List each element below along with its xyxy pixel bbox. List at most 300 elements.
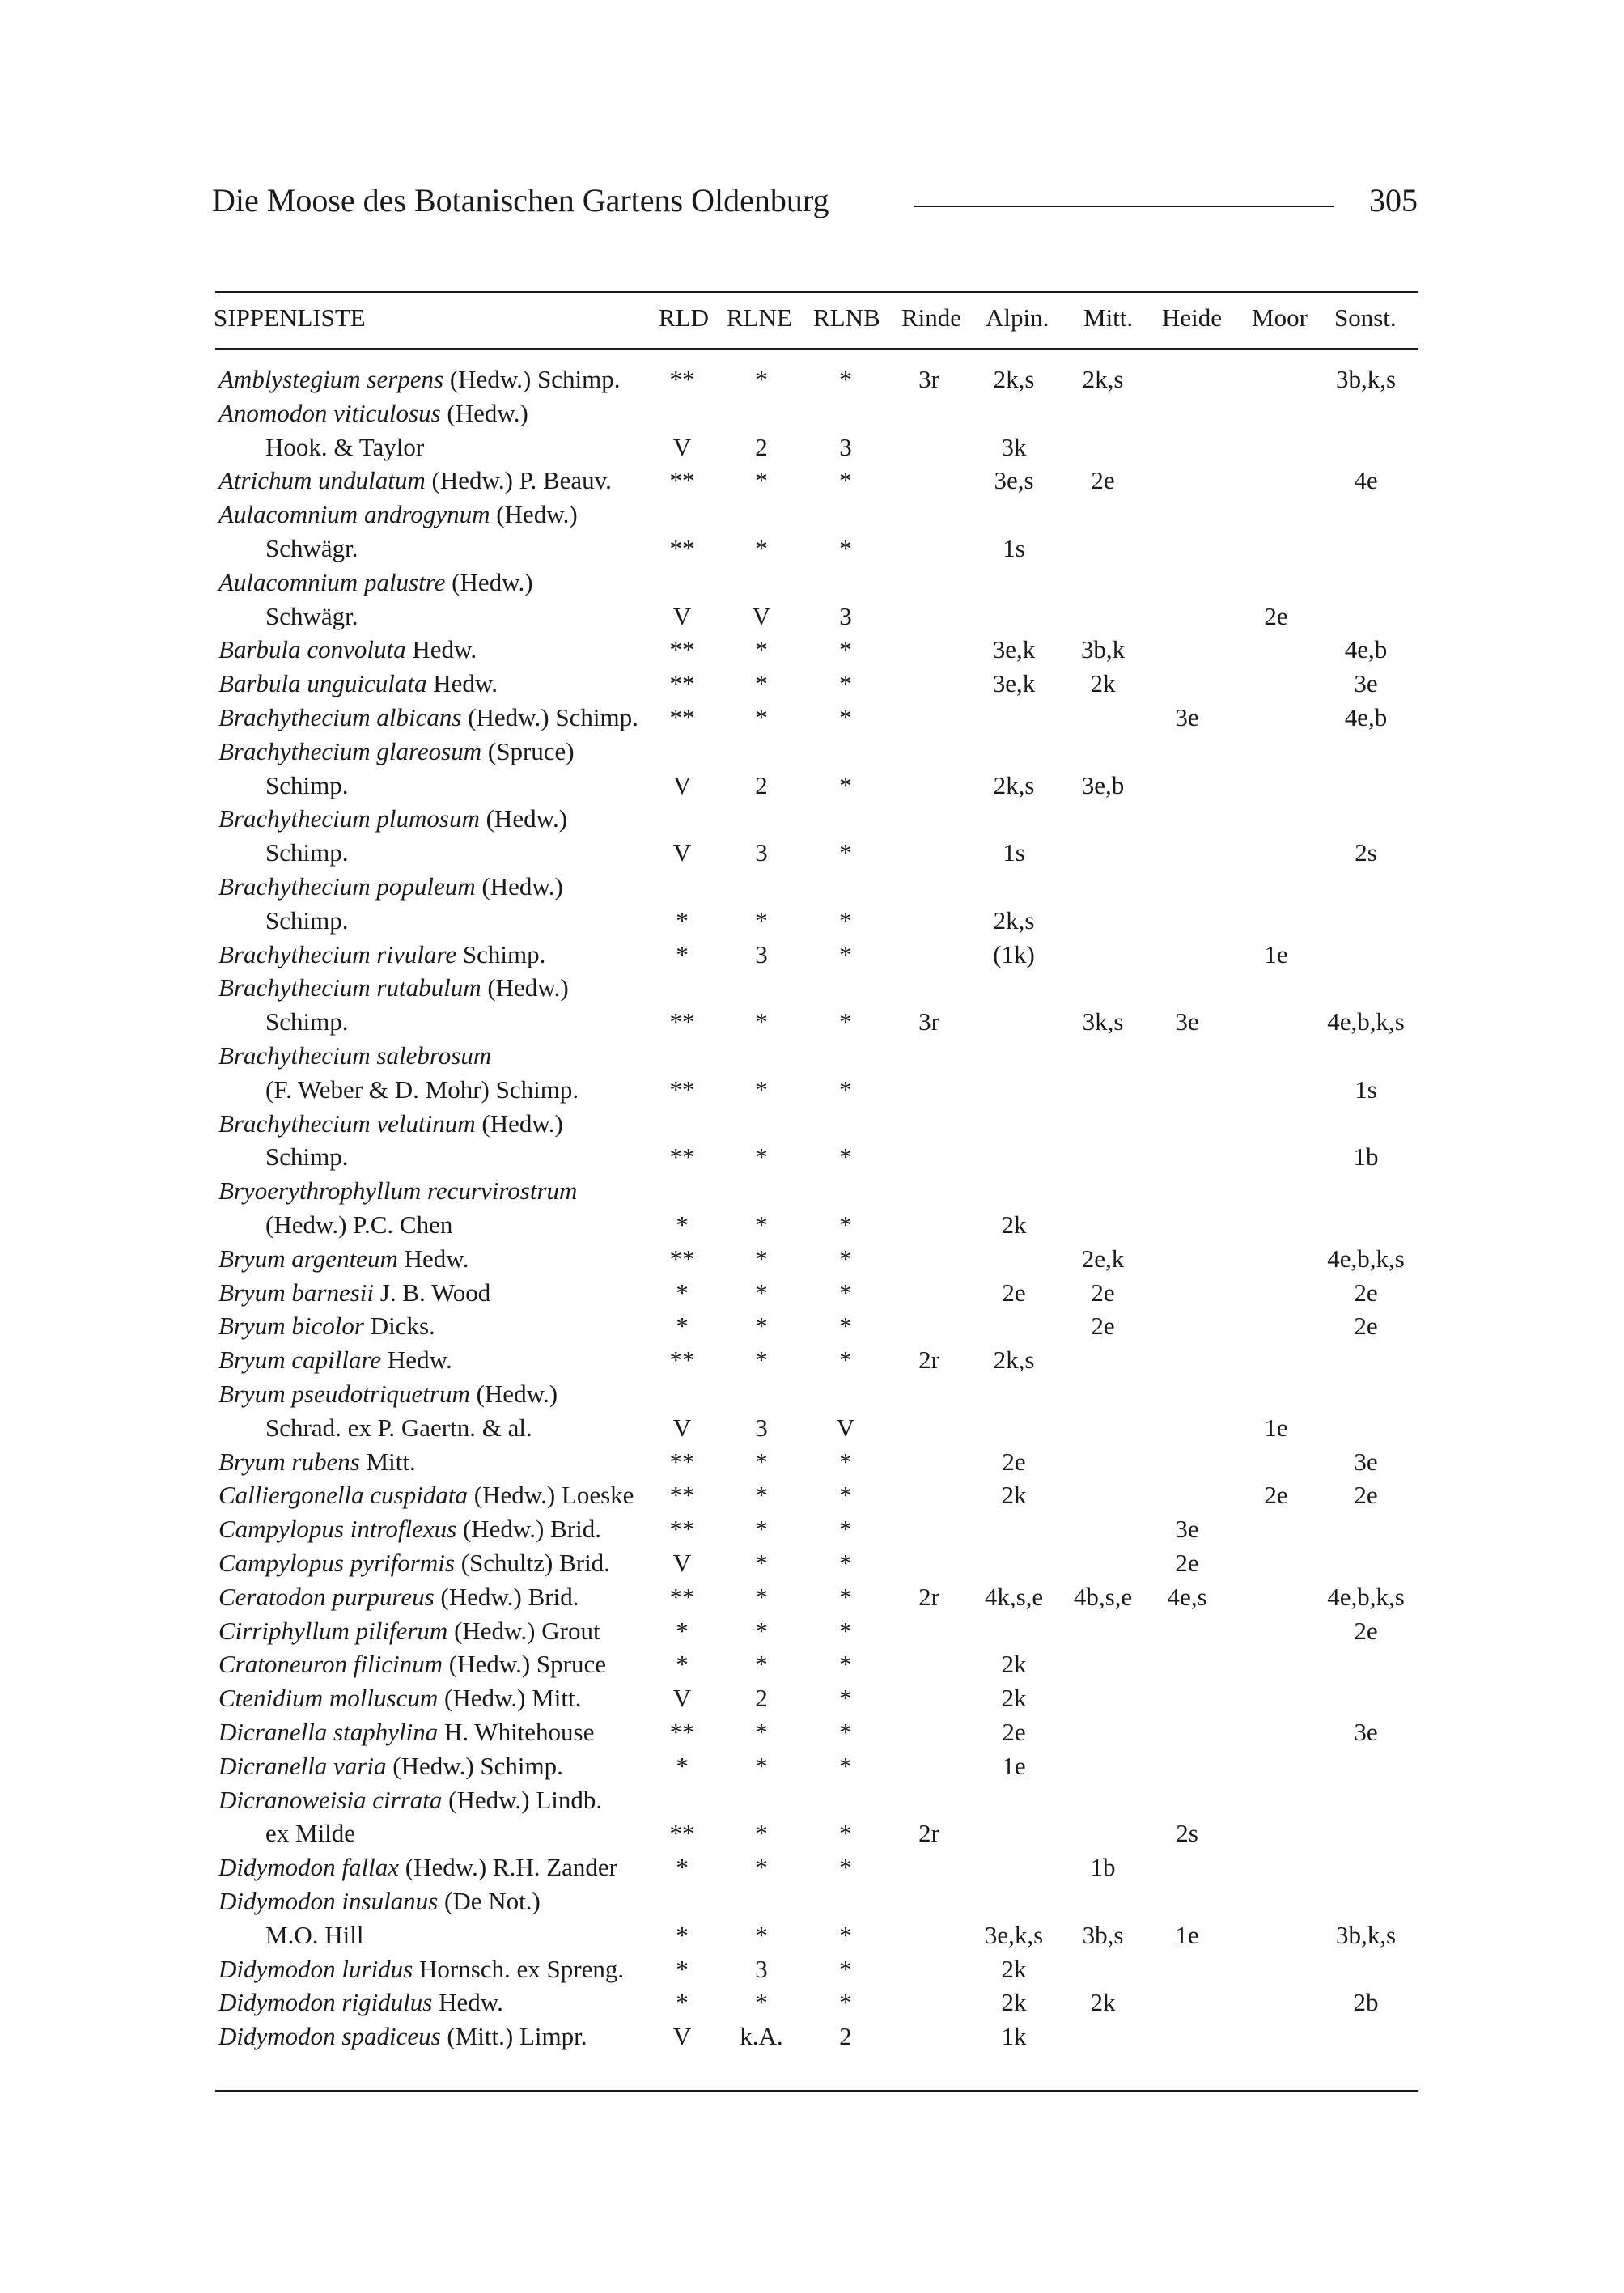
species-name bbox=[218, 1580, 579, 1614]
taxon-author: Hornsch. ex Spreng. bbox=[413, 1954, 625, 1983]
table-row bbox=[0, 870, 1624, 904]
table-row bbox=[0, 1478, 1624, 1512]
cell-rlne: 3 bbox=[755, 838, 768, 867]
cell-rld: ** bbox=[669, 1074, 695, 1104]
cell-rld: ** bbox=[669, 669, 695, 698]
cell-rlnb: * bbox=[839, 1074, 852, 1104]
cell-rld: ** bbox=[669, 1582, 695, 1611]
table-row bbox=[0, 498, 1624, 532]
cell-rlnb: * bbox=[839, 1751, 852, 1780]
col-header-mitt: Mitt. bbox=[1083, 303, 1134, 332]
cell-sonst: 3b,k,s bbox=[1335, 365, 1397, 393]
cell-rlnb: * bbox=[839, 1210, 852, 1239]
taxon-author: Schrad. ex P. Gaertn. & al. bbox=[265, 1413, 532, 1442]
species-name bbox=[218, 1174, 577, 1208]
col-header-sippenliste: SIPPENLISTE bbox=[214, 303, 366, 332]
taxon-author: Hedw. bbox=[432, 1988, 503, 2017]
cell-sonst: 3e bbox=[1354, 1447, 1378, 1476]
species-name bbox=[265, 532, 358, 566]
taxon-name: Brachythecium rivulare bbox=[218, 939, 457, 968]
taxon-author: (Hedw.) bbox=[475, 872, 563, 901]
taxon-name: Brachythecium populeum bbox=[218, 872, 476, 901]
species-name bbox=[218, 1546, 610, 1580]
cell-rld: ** bbox=[669, 1142, 695, 1172]
cell-rld: * bbox=[676, 1920, 689, 1949]
taxon-name: Ceratodon purpureus bbox=[218, 1582, 435, 1611]
taxon-author: (Hedw.) Schimp. bbox=[386, 1751, 563, 1780]
species-name bbox=[218, 1512, 601, 1546]
cell-rlnb: * bbox=[839, 1718, 852, 1746]
taxon-name: Aulacomnium palustre bbox=[218, 567, 446, 596]
cell-rlne: * bbox=[755, 1616, 768, 1645]
species-name bbox=[265, 1918, 363, 1952]
cell-rlnb: * bbox=[839, 1853, 852, 1882]
table-row bbox=[0, 1647, 1624, 1681]
taxon-author: Schimp. bbox=[456, 939, 546, 968]
cell-rlne: * bbox=[755, 1447, 768, 1476]
species-name bbox=[218, 1276, 490, 1310]
taxon-name: Brachythecium glareosum bbox=[218, 736, 482, 765]
species-name bbox=[218, 1783, 602, 1817]
cell-alpin: 3k bbox=[1001, 432, 1027, 461]
table-row bbox=[0, 1614, 1624, 1648]
cell-heide: 2s bbox=[1176, 1819, 1198, 1848]
cell-rld: * bbox=[676, 939, 689, 968]
species-name bbox=[218, 870, 563, 904]
cell-rlne: * bbox=[755, 1278, 768, 1307]
cell-rlne: * bbox=[755, 1346, 768, 1375]
cell-rlne: * bbox=[755, 1988, 768, 2017]
species-name bbox=[218, 701, 638, 735]
species-name bbox=[265, 600, 358, 634]
cell-rld: * bbox=[676, 1616, 689, 1645]
cell-mitt: 2k bbox=[1090, 669, 1116, 698]
cell-rld: * bbox=[676, 1751, 689, 1780]
table-row bbox=[0, 802, 1624, 836]
table-row bbox=[0, 1986, 1624, 2020]
cell-rlnb: * bbox=[839, 1278, 852, 1307]
cell-rlnb: * bbox=[839, 703, 852, 731]
cell-rld: V bbox=[672, 770, 692, 799]
cell-heide: 4e,s bbox=[1167, 1582, 1207, 1611]
taxon-author: Hedw. bbox=[405, 635, 477, 664]
species-name bbox=[218, 971, 569, 1005]
taxon-author: (Schultz) Brid. bbox=[454, 1549, 610, 1577]
cell-rinde: 2r bbox=[918, 1819, 939, 1848]
cell-rld: ** bbox=[669, 1007, 695, 1036]
cell-rlnb: * bbox=[839, 1481, 852, 1510]
table-row bbox=[0, 1276, 1624, 1310]
cell-mitt: 2k,s bbox=[1082, 365, 1124, 393]
species-name bbox=[265, 904, 348, 938]
cell-rld: V bbox=[672, 1413, 692, 1442]
table-row bbox=[0, 1546, 1624, 1580]
cell-heide: 1e bbox=[1175, 1920, 1199, 1949]
table-row bbox=[0, 904, 1624, 938]
cell-sonst: 1b bbox=[1353, 1142, 1379, 1172]
cell-rlne: 2 bbox=[755, 432, 768, 461]
taxon-name: Bryum bicolor bbox=[218, 1312, 364, 1341]
taxon-name: Anomodon viticulosus bbox=[218, 398, 441, 427]
species-name bbox=[218, 464, 612, 498]
taxon-name: Didymodon luridus bbox=[218, 1954, 413, 1983]
table-row bbox=[0, 938, 1624, 972]
species-name bbox=[218, 1107, 563, 1141]
taxon-author: (Hedw.) P.C. Chen bbox=[265, 1210, 453, 1239]
cell-rlne: 3 bbox=[755, 939, 768, 968]
cell-rld: ** bbox=[669, 703, 695, 731]
taxon-name: Ctenidium molluscum bbox=[218, 1684, 439, 1713]
cell-alpin: 2k,s bbox=[993, 770, 1035, 799]
species-name bbox=[218, 1952, 624, 1986]
cell-rld: * bbox=[676, 1210, 689, 1239]
col-header-rlnb: RLNB bbox=[813, 303, 880, 332]
taxon-name: Campylopus pyriformis bbox=[218, 1549, 455, 1577]
taxon-author: Hedw. bbox=[397, 1244, 469, 1273]
cell-alpin: 1k bbox=[1001, 2022, 1027, 2051]
taxon-author: (Hedw.) Mitt. bbox=[438, 1684, 582, 1713]
species-name bbox=[265, 1411, 532, 1445]
cell-rlne: * bbox=[755, 1920, 768, 1949]
cell-rlne: k.A. bbox=[740, 2022, 783, 2051]
species-name bbox=[218, 498, 578, 532]
cell-rinde: 2r bbox=[918, 1582, 939, 1611]
cell-rlne: * bbox=[755, 1650, 768, 1679]
cell-rlnb: * bbox=[839, 770, 852, 799]
cell-rld: * bbox=[676, 1954, 689, 1983]
cell-rld: ** bbox=[669, 365, 695, 393]
taxon-name: Bryum argenteum bbox=[218, 1244, 398, 1273]
cell-rlne: 2 bbox=[755, 1684, 768, 1713]
running-title: Die Moose des Botanischen Gartens Oldenburg bbox=[212, 182, 829, 218]
table-row bbox=[0, 1343, 1624, 1377]
cell-alpin: 2e bbox=[1002, 1278, 1026, 1307]
species-name bbox=[218, 633, 477, 667]
cell-alpin: 2k bbox=[1001, 1684, 1027, 1713]
cell-rlnb: 2 bbox=[839, 2022, 852, 2051]
cell-heide: 3e bbox=[1175, 703, 1199, 731]
cell-sonst: 4e,b,k,s bbox=[1327, 1582, 1405, 1611]
cell-alpin: 2k bbox=[1001, 1650, 1027, 1679]
cell-rlnb: * bbox=[839, 635, 852, 664]
species-name bbox=[218, 1039, 491, 1073]
cell-mitt: 2k bbox=[1090, 1988, 1116, 2017]
cell-mitt: 4b,s,e bbox=[1073, 1582, 1133, 1611]
taxon-name: Bryoerythrophyllum recurvirostrum bbox=[218, 1176, 578, 1206]
taxon-author: (De Not.) bbox=[438, 1887, 541, 1915]
taxon-author: Schimp. bbox=[265, 838, 349, 867]
cell-mitt: 2e bbox=[1091, 1312, 1115, 1341]
cell-rld: V bbox=[672, 432, 692, 461]
cell-alpin: 3e,k bbox=[992, 669, 1036, 698]
table-row bbox=[0, 836, 1624, 870]
col-header-alpin: Alpin. bbox=[986, 303, 1049, 332]
cell-rinde: 3r bbox=[918, 1007, 939, 1036]
species-name bbox=[265, 430, 424, 464]
cell-alpin: 2k bbox=[1001, 1988, 1027, 2017]
cell-rld: ** bbox=[669, 1819, 695, 1848]
table-row bbox=[0, 1411, 1624, 1445]
taxon-name: Brachythecium plumosum bbox=[218, 804, 480, 833]
col-header-rlne: RLNE bbox=[727, 303, 792, 332]
cell-mitt: 3e,b bbox=[1081, 770, 1125, 799]
cell-mitt: 2e bbox=[1091, 1278, 1115, 1307]
cell-rld: ** bbox=[669, 1244, 695, 1273]
cell-rld: * bbox=[676, 1278, 689, 1307]
taxon-name: Brachythecium salebrosum bbox=[218, 1041, 492, 1070]
cell-rlnb: * bbox=[839, 939, 852, 968]
cell-rlne: * bbox=[755, 1312, 768, 1341]
table-row bbox=[0, 633, 1624, 667]
taxon-name: Dicranoweisia cirrata bbox=[218, 1785, 443, 1814]
cell-mitt: 2e,k bbox=[1081, 1244, 1125, 1273]
taxon-author: Schimp. bbox=[265, 770, 349, 799]
taxon-author: Hook. & Taylor bbox=[265, 432, 425, 461]
taxon-author: (Hedw.) bbox=[445, 567, 533, 596]
taxon-author: (Hedw.) bbox=[440, 398, 528, 427]
cell-alpin: 2k bbox=[1001, 1210, 1027, 1239]
cell-rlne: * bbox=[755, 1853, 768, 1882]
cell-alpin: 2k bbox=[1001, 1954, 1027, 1983]
cell-mitt: 1b bbox=[1090, 1853, 1116, 1882]
cell-rlne: 3 bbox=[755, 1413, 768, 1442]
cell-rlnb: V bbox=[836, 1413, 855, 1442]
cell-rld: V bbox=[672, 838, 692, 867]
cell-rlne: * bbox=[755, 1718, 768, 1746]
taxon-name: Cirriphyllum piliferum bbox=[218, 1616, 448, 1645]
table-row bbox=[0, 1783, 1624, 1817]
taxon-author: Mitt. bbox=[359, 1447, 416, 1476]
species-name bbox=[218, 938, 545, 972]
cell-rlne: * bbox=[755, 1210, 768, 1239]
cell-rlne: 3 bbox=[755, 1954, 768, 1983]
taxon-author: (Hedw.) P. Beauv. bbox=[425, 466, 612, 495]
cell-rld: ** bbox=[669, 466, 695, 495]
cell-alpin: 1e bbox=[1002, 1751, 1026, 1780]
page-number: 305 bbox=[1369, 182, 1418, 218]
taxon-author: (Hedw.) Brid. bbox=[456, 1515, 601, 1544]
cell-rld: * bbox=[676, 905, 689, 935]
taxon-author: (Hedw.) bbox=[475, 1108, 563, 1138]
cell-rld: V bbox=[672, 2022, 692, 2051]
table-row bbox=[0, 396, 1624, 430]
cell-rlne: * bbox=[755, 1074, 768, 1104]
taxon-name: Bryum pseudotriquetrum bbox=[218, 1380, 470, 1408]
taxon-author: H. Whitehouse bbox=[438, 1718, 595, 1746]
cell-rlnb: * bbox=[839, 1346, 852, 1375]
table-row bbox=[0, 600, 1624, 634]
cell-alpin: 2e bbox=[1002, 1447, 1026, 1476]
species-name bbox=[218, 1242, 469, 1276]
cell-rlnb: * bbox=[839, 1312, 852, 1341]
table-row bbox=[0, 1715, 1624, 1749]
taxon-author: (Hedw.) Loeske bbox=[467, 1481, 634, 1510]
species-name bbox=[265, 1140, 348, 1174]
taxon-author: (Hedw.) bbox=[481, 973, 569, 1002]
cell-rlnb: * bbox=[839, 534, 852, 562]
species-name bbox=[218, 1445, 416, 1479]
taxon-author: Schimp. bbox=[265, 1142, 349, 1172]
table-row bbox=[0, 566, 1624, 600]
cell-sonst: 4e,b bbox=[1344, 635, 1388, 664]
cell-rlnb: * bbox=[839, 1447, 852, 1476]
taxon-author: ex Milde bbox=[265, 1819, 356, 1848]
table-row bbox=[0, 735, 1624, 769]
cell-mitt: 3b,s bbox=[1082, 1920, 1124, 1949]
taxon-author: (Hedw.) bbox=[469, 1380, 558, 1408]
cell-rlnb: * bbox=[839, 669, 852, 698]
cell-rlnb: * bbox=[839, 365, 852, 393]
taxon-name: Brachythecium velutinum bbox=[218, 1108, 476, 1138]
cell-rlnb: * bbox=[839, 1920, 852, 1949]
taxon-author: (Spruce) bbox=[481, 736, 575, 765]
table-row bbox=[0, 1681, 1624, 1715]
cell-rld: ** bbox=[669, 1718, 695, 1746]
taxon-author: (Hedw.) bbox=[490, 500, 578, 529]
taxon-name: Bryum rubens bbox=[218, 1447, 360, 1476]
taxon-author: (F. Weber & D. Mohr) Schimp. bbox=[265, 1074, 579, 1104]
taxon-author: Hedw. bbox=[381, 1346, 452, 1375]
table-row bbox=[0, 1816, 1624, 1850]
col-header-sonst: Sonst. bbox=[1334, 303, 1397, 332]
taxon-author: M.O. Hill bbox=[265, 1920, 364, 1949]
cell-rlne: * bbox=[755, 1549, 768, 1577]
cell-rinde: 3r bbox=[918, 365, 939, 393]
table-row bbox=[0, 1208, 1624, 1242]
cell-alpin: 1s bbox=[1003, 838, 1025, 867]
species-name bbox=[218, 1343, 452, 1377]
taxon-author: (Hedw.) Schimp. bbox=[461, 703, 638, 731]
cell-rlne: * bbox=[755, 703, 768, 731]
col-header-moor: Moor bbox=[1252, 303, 1308, 332]
cell-heide: 2e bbox=[1175, 1549, 1199, 1577]
taxon-author: Hedw. bbox=[426, 669, 498, 698]
table-row bbox=[0, 1512, 1624, 1546]
table-row bbox=[0, 1309, 1624, 1343]
table-row bbox=[0, 1174, 1624, 1208]
cell-alpin: 4k,s,e bbox=[984, 1582, 1044, 1611]
cell-sonst: 2s bbox=[1355, 838, 1377, 867]
cell-sonst: 4e,b bbox=[1344, 703, 1388, 731]
species-name bbox=[218, 1377, 558, 1411]
table-row bbox=[0, 1377, 1624, 1411]
cell-sonst: 2e bbox=[1354, 1481, 1378, 1510]
cell-sonst: 4e,b,k,s bbox=[1327, 1244, 1405, 1273]
cell-rld: V bbox=[672, 1684, 692, 1713]
cell-alpin: 2k,s bbox=[993, 365, 1035, 393]
cell-rld: ** bbox=[669, 1481, 695, 1510]
taxon-name: Dicranella varia bbox=[218, 1751, 387, 1780]
cell-rlne: * bbox=[755, 365, 768, 393]
cell-rinde: 2r bbox=[918, 1346, 939, 1375]
species-name bbox=[218, 802, 567, 836]
taxon-name: Didymodon fallax bbox=[218, 1853, 399, 1882]
cell-alpin: 2k,s bbox=[993, 905, 1035, 935]
cell-rlnb: * bbox=[839, 1650, 852, 1679]
cell-rlnb: * bbox=[839, 1819, 852, 1848]
table-row bbox=[0, 1445, 1624, 1479]
table-row bbox=[0, 1039, 1624, 1073]
col-header-rld: RLD bbox=[659, 303, 709, 332]
cell-rlne: * bbox=[755, 1751, 768, 1780]
taxon-name: Cratoneuron filicinum bbox=[218, 1650, 443, 1679]
taxon-name: Dicranella staphylina bbox=[218, 1718, 439, 1746]
cell-rld: * bbox=[676, 1853, 689, 1882]
table-row bbox=[0, 1005, 1624, 1039]
taxon-author: (Hedw.) Schimp. bbox=[443, 365, 621, 393]
cell-rlne: * bbox=[755, 1007, 768, 1036]
cell-sonst: 2e bbox=[1354, 1312, 1378, 1341]
taxon-name: Aulacomnium androgynum bbox=[218, 500, 490, 529]
species-name bbox=[218, 667, 498, 701]
taxon-name: Calliergonella cuspidata bbox=[218, 1481, 468, 1510]
cell-rlnb: 3 bbox=[839, 432, 852, 461]
cell-rld: ** bbox=[669, 635, 695, 664]
table-row bbox=[0, 1952, 1624, 1986]
table-row bbox=[0, 1749, 1624, 1783]
cell-rlnb: 3 bbox=[839, 601, 852, 630]
col-header-rinde: Rinde bbox=[901, 303, 962, 332]
taxon-name: Didymodon insulanus bbox=[218, 1887, 439, 1915]
cell-sonst: 4e bbox=[1354, 466, 1378, 495]
cell-alpin: 3e,k,s bbox=[984, 1920, 1044, 1949]
species-name bbox=[218, 1749, 563, 1783]
taxon-name: Didymodon rigidulus bbox=[218, 1988, 433, 2017]
cell-sonst: 2e bbox=[1354, 1616, 1378, 1645]
species-name bbox=[218, 1309, 435, 1343]
taxon-author: Schwägr. bbox=[265, 534, 358, 562]
taxon-author: (Hedw.) Brid. bbox=[434, 1582, 579, 1611]
species-name bbox=[218, 362, 621, 396]
taxon-name: Campylopus introflexus bbox=[218, 1515, 457, 1544]
cell-rlnb: * bbox=[839, 1988, 852, 2017]
cell-mitt: 3b,k bbox=[1080, 635, 1126, 664]
taxon-name: Atrichum undulatum bbox=[218, 466, 426, 495]
taxon-name: Brachythecium rutabulum bbox=[218, 973, 481, 1002]
species-name bbox=[265, 769, 348, 803]
cell-moor: 1e bbox=[1264, 1413, 1288, 1442]
taxon-name: Barbula convoluta bbox=[218, 635, 406, 664]
cell-rlnb: * bbox=[839, 1515, 852, 1544]
taxon-author: J. B. Wood bbox=[374, 1278, 491, 1307]
cell-rld: V bbox=[672, 601, 692, 630]
species-name bbox=[218, 1986, 503, 2020]
cell-alpin: 1s bbox=[1003, 534, 1025, 562]
cell-heide: 3e bbox=[1175, 1007, 1199, 1036]
table-row bbox=[0, 769, 1624, 803]
taxon-author: (Hedw.) Spruce bbox=[443, 1650, 606, 1679]
cell-rlne: V bbox=[752, 601, 771, 630]
cell-rlne: * bbox=[755, 1582, 768, 1611]
table-row bbox=[0, 532, 1624, 566]
cell-sonst: 3b,k,s bbox=[1335, 1920, 1397, 1949]
cell-rld: V bbox=[672, 1549, 692, 1577]
table-row bbox=[0, 2020, 1624, 2054]
taxon-author: (Hedw.) R.H. Zander bbox=[399, 1853, 618, 1882]
cell-rlne: * bbox=[755, 534, 768, 562]
cell-rld: ** bbox=[669, 1515, 695, 1544]
col-header-heide: Heide bbox=[1162, 303, 1223, 332]
cell-rlne: * bbox=[755, 1244, 768, 1273]
cell-rlne: * bbox=[755, 635, 768, 664]
cell-rlnb: * bbox=[839, 838, 852, 867]
table-row bbox=[0, 1884, 1624, 1918]
taxon-author: (Hedw.) bbox=[479, 804, 568, 833]
cell-alpin: 3e,k bbox=[992, 635, 1036, 664]
taxon-author: Schwägr. bbox=[265, 601, 358, 630]
species-name bbox=[265, 1005, 348, 1039]
taxon-name: Amblystegium serpens bbox=[218, 365, 444, 393]
